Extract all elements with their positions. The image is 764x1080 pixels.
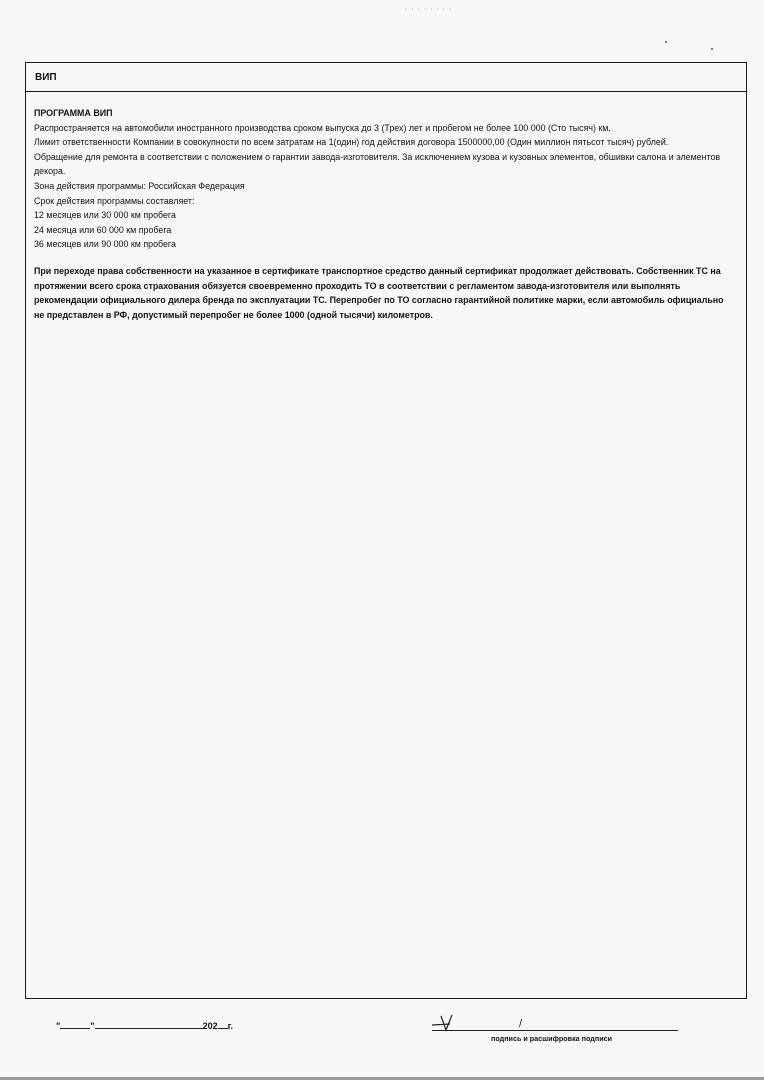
program-line: Зона действия программы: Российская Федерация bbox=[34, 180, 245, 191]
program-line: Обращение для ремонта в соответствии с положением о гарантии завода-изготовителя. За исключением кузова и кузовных элементов, обшивки салона и элементов декора. bbox=[34, 151, 721, 177]
section-header bbox=[26, 63, 746, 92]
scan-dot bbox=[665, 41, 667, 43]
section-title: ВИП bbox=[35, 71, 57, 83]
program-line: 24 месяца или 60 000 км пробега bbox=[34, 224, 172, 235]
program-line: Срок действия программы составляет: bbox=[34, 195, 195, 206]
scan-dot bbox=[711, 48, 713, 50]
ownership-transfer-paragraph: При переходе права собственности на указанное в сертификате транспортное средство данный сертификат продолжает действовать. Собственник ТС на протяжении всего срока страхования обязуется своевременно проходить ТО в соответствии с регламентом завода-изготовителя или выполнять рекомендации официального дилера бренда по эксплуатации ТС. Перепробег по ТО согласно гарантийной политике марки, если автомобиль официально не представлен в РФ, допустимый перепробег не более 1000 (одной тысячи) километров. bbox=[34, 265, 724, 320]
program-line: 36 месяцев или 90 000 км пробега bbox=[34, 239, 176, 250]
year-blank bbox=[218, 1028, 228, 1029]
signature-separator: / bbox=[519, 1018, 523, 1030]
quote-open: " bbox=[56, 1021, 61, 1031]
program-line: 12 месяцев или 30 000 км пробега bbox=[34, 210, 176, 221]
signature-caption: подпись и расшифровка подписи bbox=[491, 1034, 613, 1043]
date-field bbox=[56, 1021, 233, 1031]
header-scan-marks: · · · · · · · · bbox=[405, 6, 453, 13]
signature-line bbox=[432, 1030, 678, 1031]
quote-close: " bbox=[90, 1021, 95, 1031]
program-line: Лимит ответственности Компании в совокупности по всем затратам на 1(один) год действия договора 1500000,00 (Один миллион пятьсот тысяч) рублей. bbox=[34, 137, 669, 148]
program-content bbox=[26, 92, 746, 322]
month-blank bbox=[95, 1028, 203, 1029]
program-line: Распространяется на автомобили иностранного производства сроком выпуска до 3 (Трех) лет и пробегом не более 100 000 (Сто тысяч) км. bbox=[34, 122, 611, 133]
year-prefix: 202 bbox=[202, 1021, 218, 1031]
day-blank bbox=[60, 1028, 90, 1029]
document-frame bbox=[25, 62, 747, 999]
year-suffix: г. bbox=[227, 1021, 233, 1031]
program-title: ПРОГРАММА ВИП bbox=[34, 108, 113, 118]
